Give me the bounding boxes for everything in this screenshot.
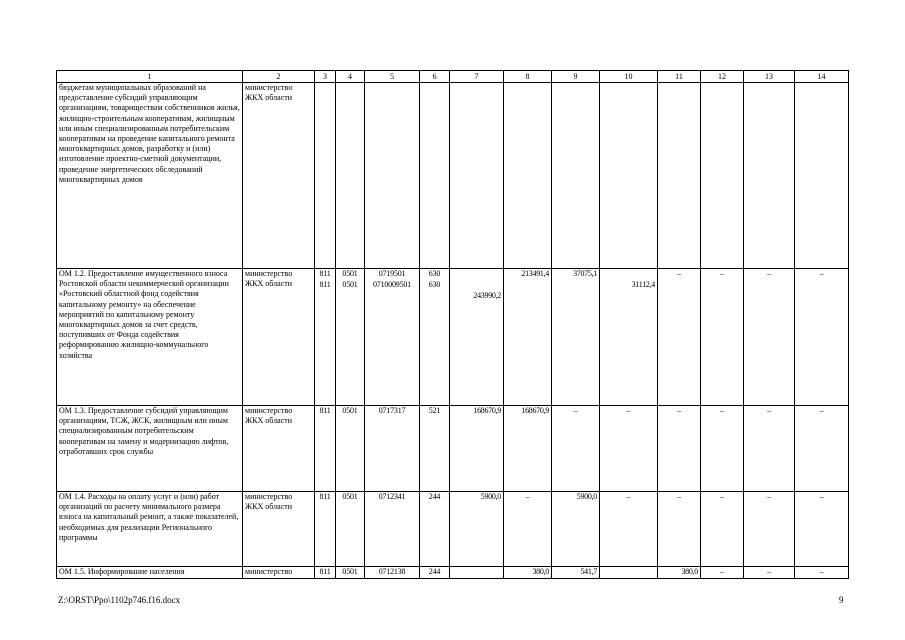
year-cell: – <box>795 269 849 406</box>
table-row <box>57 269 849 406</box>
total-cell: 168670,9 <box>450 406 504 492</box>
year-cell: – <box>504 492 552 567</box>
year-cell <box>744 83 795 269</box>
rzpr-value: 0501 <box>342 269 358 278</box>
header-cell: 3 <box>315 71 336 83</box>
total-cell <box>450 567 504 579</box>
rzpr-cell: 0501 <box>336 406 365 492</box>
year-cell <box>795 83 849 269</box>
rzpr-value: 0501 <box>342 280 358 289</box>
year-cell <box>552 83 600 269</box>
year-cell: 37075,1 <box>552 269 600 406</box>
measure-description: ОМ 1.2. Предоставление имущественного взноса Ростовской области некоммерческой организации «Ростовский областной фонд содействия капитальному ремонту» на обеспечение мероприятий по капитальному ремонту многоквартирных домов за счет средств, поступивших от Фонда содействия реформированию жилищно-коммунального хозяйства <box>59 269 229 360</box>
year-cell: – <box>744 567 795 579</box>
header-cell: 1 <box>57 71 243 83</box>
rzpr-cell: 0501 <box>336 567 365 579</box>
executor-name: министерство ЖКХ области <box>245 269 293 289</box>
year-cell: – <box>658 406 701 492</box>
table-row <box>57 406 849 492</box>
grbs-cell: 811 <box>315 492 336 567</box>
executor-name: министерство ЖКХ области <box>245 83 293 103</box>
vr-cell: 244 <box>420 567 450 579</box>
year-value: 31112,4 <box>631 280 655 289</box>
year-cell: – <box>552 406 600 492</box>
header-cell: 12 <box>701 71 744 83</box>
measure-description: ОМ 1.4. Расходы на оплату услуг и (или) работ организаций по расчету минимального размера взноса на капитальный ремонт, а также показателей, необходимых для реализации Регионального программы <box>59 492 239 542</box>
header-cell: 2 <box>243 71 315 83</box>
header-cell: 4 <box>336 71 365 83</box>
header-cell: 7 <box>450 71 504 83</box>
vr-cell: 521 <box>420 406 450 492</box>
rzpr-cell <box>336 269 365 406</box>
executor-name: министерство ЖКХ области <box>245 406 293 426</box>
year-cell: 380,0 <box>658 567 701 579</box>
year-cell: 213491,4 <box>504 269 552 406</box>
page-number: 9 <box>839 595 844 605</box>
table-row <box>57 492 849 567</box>
year-cell: – <box>658 269 701 406</box>
measure-description-cell <box>57 83 243 269</box>
year-cell: – <box>701 567 744 579</box>
year-cell <box>701 83 744 269</box>
year-cell <box>600 83 658 269</box>
executor-name: министерство ЖКХ области <box>245 492 293 512</box>
header-cell: 8 <box>504 71 552 83</box>
measure-description-cell <box>57 269 243 406</box>
year-cell: 541,7 <box>552 567 600 579</box>
year-cell: – <box>701 269 744 406</box>
csr-cell <box>365 83 420 269</box>
table-row <box>57 567 849 579</box>
year-cell <box>658 83 701 269</box>
total-cell <box>450 83 504 269</box>
executor-cell <box>243 269 315 406</box>
year-cell <box>504 83 552 269</box>
year-cell <box>600 567 658 579</box>
year-cell: – <box>600 492 658 567</box>
header-cell: 13 <box>744 71 795 83</box>
measure-description: ОМ 1.3. Предоставление субсидий управляющим организациям, ТСЖ, ЖСК, жилищным или иным специализированным потребительским кооперативам на замену и модернизацию лифтов, отработавших срок службы <box>59 406 229 456</box>
rzpr-cell: 0501 <box>336 492 365 567</box>
measure-description-cell <box>57 567 243 579</box>
executor-cell <box>243 567 315 579</box>
year-cell <box>600 269 658 406</box>
vr-value: 630 <box>428 280 441 289</box>
year-cell: – <box>795 406 849 492</box>
measure-description: бюджетам муниципальных образований на предоставление субсидий управляющим организациям, товариществам собственников жилья, жилищно-строительным кооперативам, жилищным или иным специализированным потребительским кооперативам на проведение капитального ремонта многоквартирных домов, разработку и (или) изготовление проектно-сметной документации, проведение энергетических обследований многоквартирных домов <box>59 83 240 184</box>
budget-table <box>56 70 849 579</box>
total-cell: 5900,0 <box>450 492 504 567</box>
year-cell: – <box>744 269 795 406</box>
table-header-row <box>57 71 849 83</box>
header-cell: 9 <box>552 71 600 83</box>
year-cell: 5900,0 <box>552 492 600 567</box>
header-cell: 10 <box>600 71 658 83</box>
year-cell: – <box>744 492 795 567</box>
year-cell: 168670,9 <box>504 406 552 492</box>
grbs-value: 811 <box>319 280 331 289</box>
year-cell: – <box>658 492 701 567</box>
total-cell <box>450 269 504 406</box>
grbs-cell: 811 <box>315 567 336 579</box>
year-cell: – <box>701 406 744 492</box>
year-cell: – <box>795 492 849 567</box>
year-cell: – <box>701 492 744 567</box>
csr-cell <box>365 269 420 406</box>
year-cell: – <box>744 406 795 492</box>
csr-value: 0719501 <box>378 269 406 278</box>
rzpr-cell <box>336 83 365 269</box>
vr-value: 630 <box>428 269 441 278</box>
csr-value: 0710009501 <box>372 280 411 289</box>
file-path-footer: Z:\ORST\Ppo\1102p746.f16.docx <box>58 595 181 605</box>
year-cell: – <box>600 406 658 492</box>
executor-name: министерство <box>245 567 293 576</box>
csr-cell: 0712341 <box>365 492 420 567</box>
grbs-cell <box>315 269 336 406</box>
measure-description-cell <box>57 406 243 492</box>
executor-cell <box>243 492 315 567</box>
header-cell: 11 <box>658 71 701 83</box>
grbs-cell <box>315 83 336 269</box>
table-row <box>57 83 849 269</box>
grbs-value: 811 <box>319 269 331 278</box>
measure-description-cell <box>57 492 243 567</box>
total-value: 243990,2 <box>473 291 501 300</box>
csr-cell: 0712138 <box>365 567 420 579</box>
grbs-cell: 811 <box>315 406 336 492</box>
year-cell: – <box>795 567 849 579</box>
vr-cell <box>420 83 450 269</box>
executor-cell <box>243 83 315 269</box>
header-cell: 6 <box>420 71 450 83</box>
header-cell: 14 <box>795 71 849 83</box>
vr-cell: 244 <box>420 492 450 567</box>
executor-cell <box>243 406 315 492</box>
vr-cell <box>420 269 450 406</box>
csr-cell: 0717317 <box>365 406 420 492</box>
measure-description: ОМ 1.5. Информирование населения <box>59 567 185 576</box>
header-cell: 5 <box>365 71 420 83</box>
year-cell: 380,0 <box>504 567 552 579</box>
